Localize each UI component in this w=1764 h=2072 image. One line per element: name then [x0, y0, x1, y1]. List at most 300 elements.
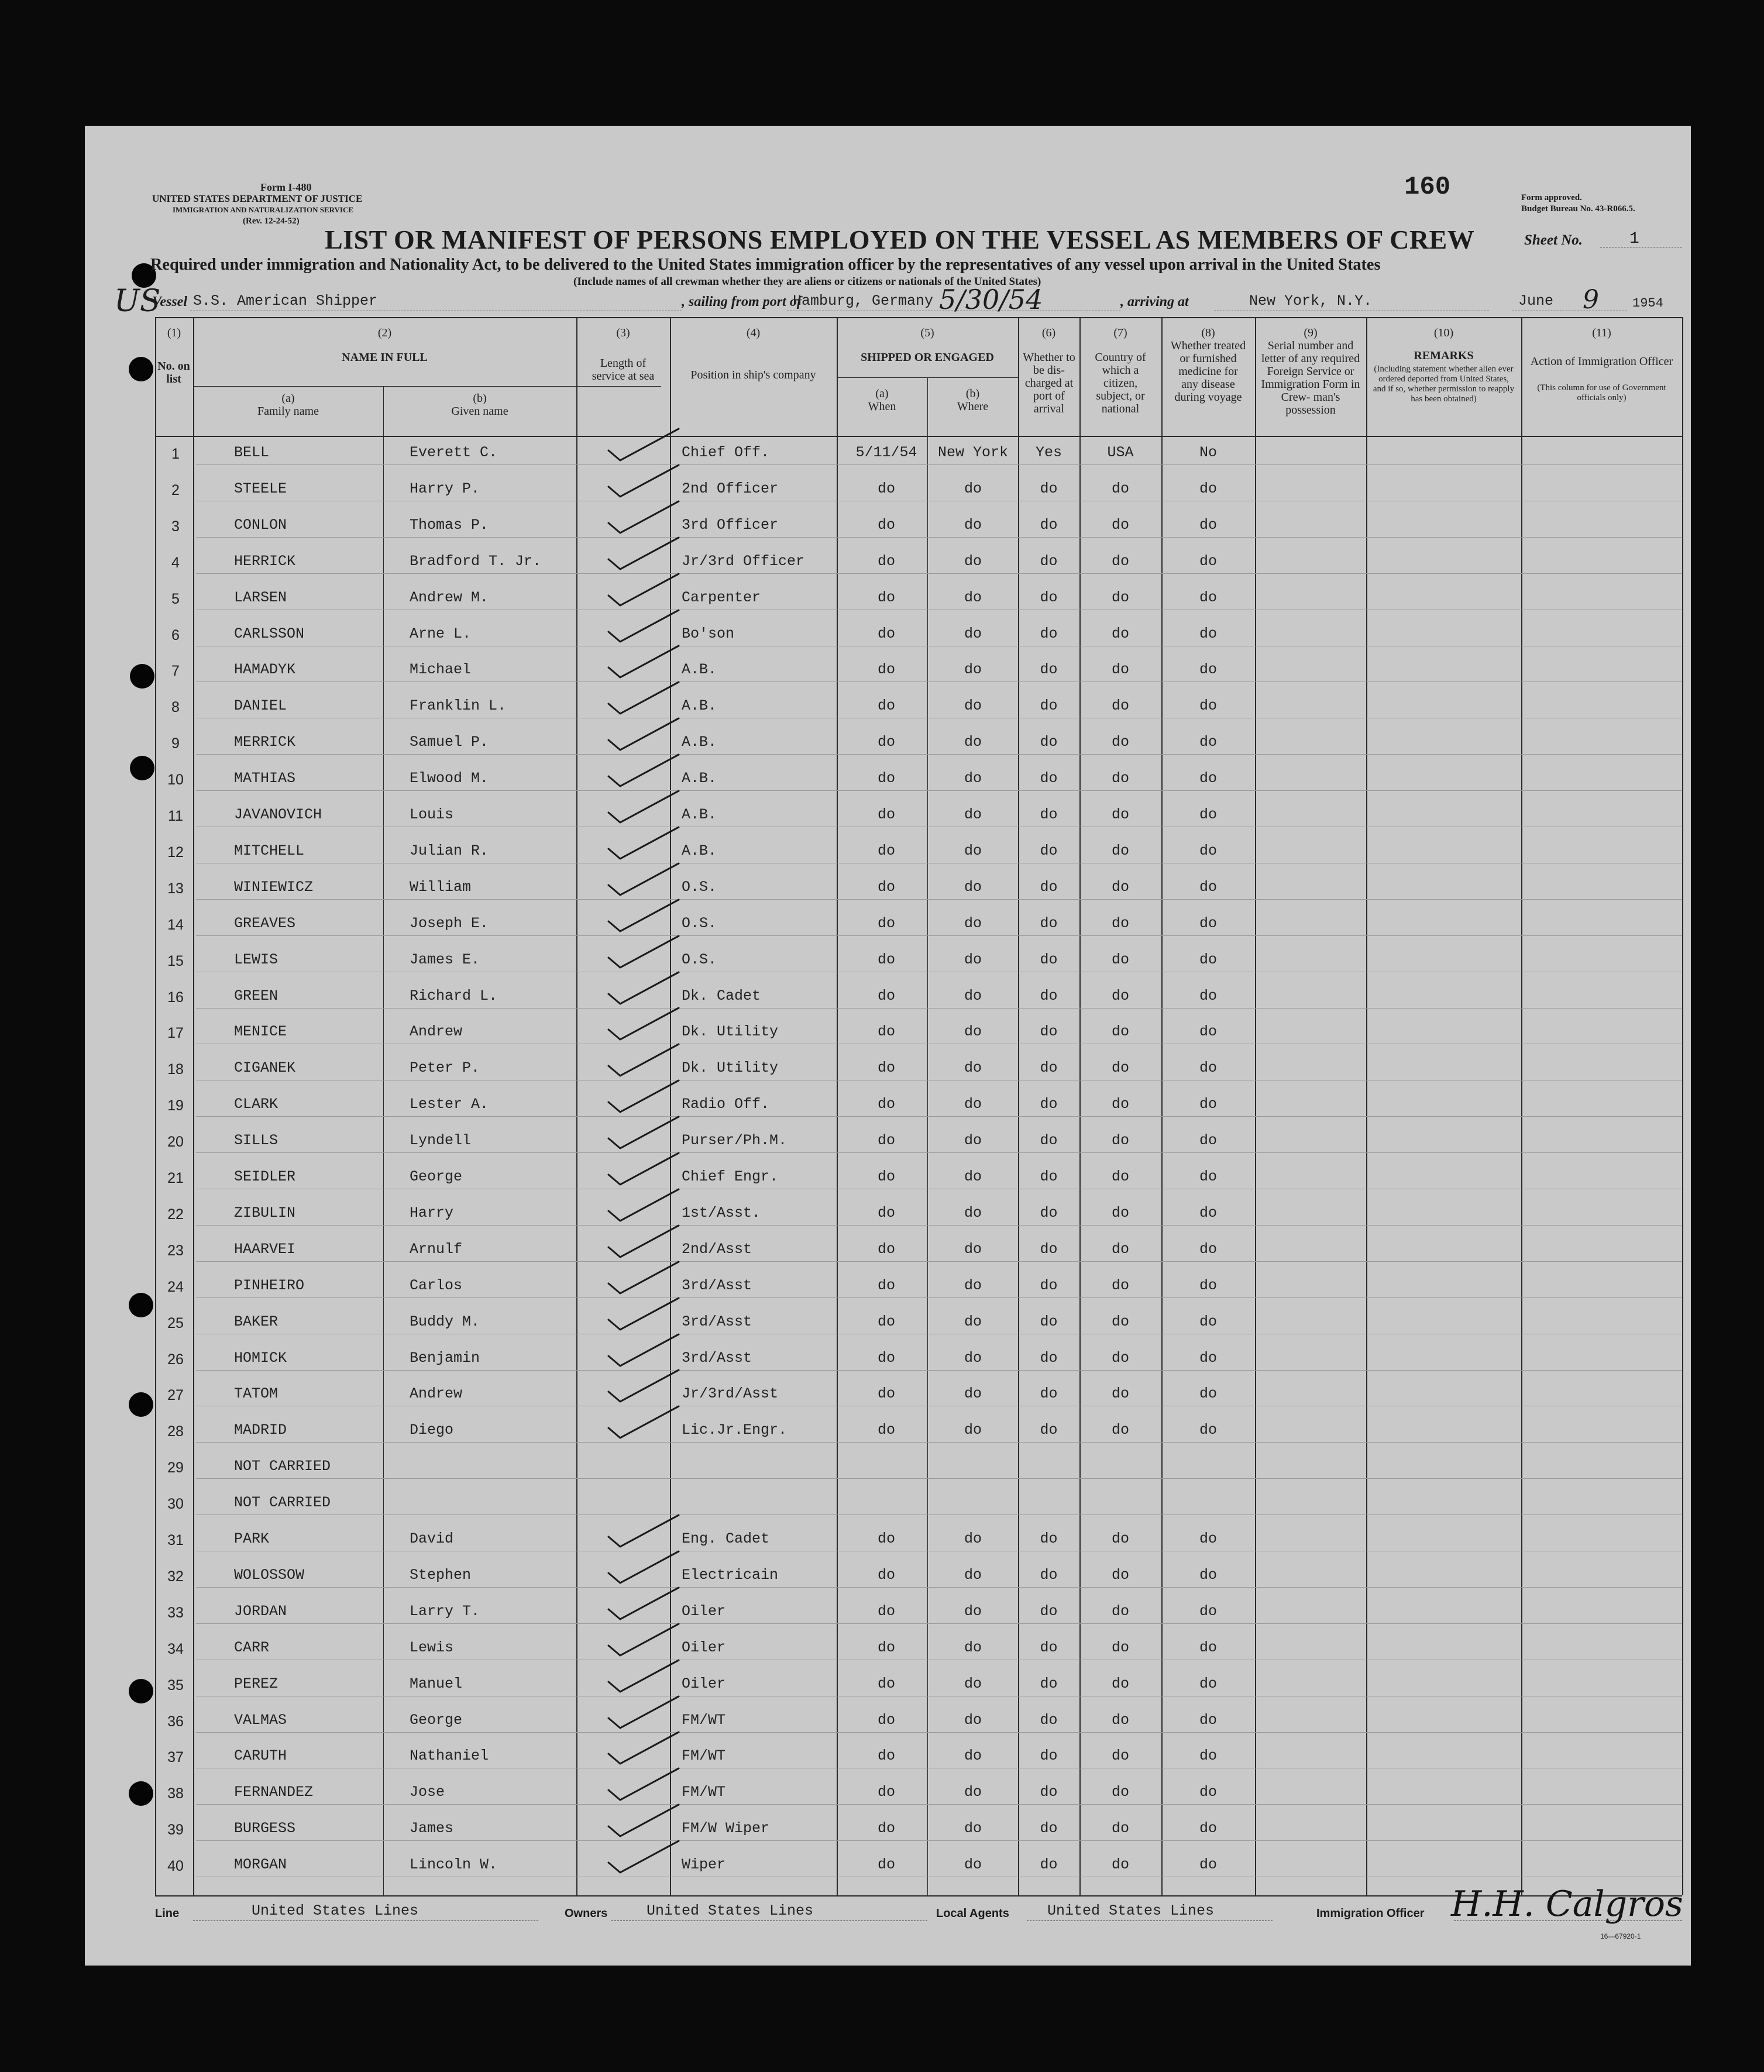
- cell-given: George: [410, 1711, 463, 1729]
- cell-family: HAARVEI: [234, 1240, 296, 1258]
- cell-when: do: [877, 951, 895, 968]
- cell-where: do: [964, 1132, 982, 1149]
- department-name: UNITED STATES DEPARTMENT OF JUSTICE: [152, 193, 363, 204]
- check-mark-icon: [606, 1221, 682, 1262]
- header-remarks: REMARKS: [1414, 349, 1474, 362]
- cell-family: HOMICK: [234, 1349, 287, 1367]
- row-number: 16: [167, 989, 184, 1006]
- cell-when: do: [877, 1711, 895, 1729]
- cell-family: WOLOSSOW: [234, 1566, 305, 1584]
- cell-family: CIGANEK: [234, 1059, 296, 1077]
- cell-where: do: [964, 625, 982, 642]
- cell-treated: do: [1199, 480, 1217, 497]
- cell-position: A.B.: [682, 806, 717, 823]
- check-mark-icon: [606, 460, 682, 501]
- cell-position: Carpenter: [682, 588, 761, 606]
- row-number: 37: [167, 1749, 184, 1766]
- cell-when: do: [877, 1820, 895, 1837]
- cell-position: Wiper: [682, 1856, 726, 1874]
- cell-where: do: [964, 987, 982, 1004]
- margin-mark: US: [114, 284, 161, 319]
- cell-country: do: [1111, 1385, 1129, 1403]
- cell-family: MORGAN: [234, 1856, 287, 1874]
- cell-country: do: [1111, 1313, 1129, 1330]
- cell-where: do: [964, 1276, 982, 1294]
- header-action: Action of Immigration Officer: [1530, 355, 1673, 368]
- cell-where: do: [964, 1530, 982, 1547]
- cell-where: do: [964, 1096, 982, 1113]
- cell-position: Jr/3rd/Asst: [682, 1385, 779, 1403]
- row-rule: [196, 1116, 1682, 1117]
- cell-family: STEELE: [234, 480, 287, 497]
- cell-family: WINIEWICZ: [234, 878, 314, 896]
- cell-treated: do: [1199, 661, 1217, 679]
- cell-when: do: [877, 734, 895, 751]
- cell-treated: do: [1199, 697, 1217, 715]
- row-number: 27: [167, 1387, 184, 1404]
- check-mark-icon: [606, 1800, 682, 1841]
- print-code: 16—67920-1: [1600, 1932, 1641, 1940]
- row-rule: [196, 1587, 1682, 1588]
- cell-position: Radio Off.: [682, 1096, 770, 1113]
- check-mark-icon: [606, 1727, 682, 1768]
- check-mark-icon: [606, 714, 682, 755]
- cell-when: do: [877, 878, 895, 896]
- row-number: 3: [171, 518, 180, 535]
- cell-family: GREAVES: [234, 914, 296, 932]
- vessel-label: Vessel: [152, 294, 187, 309]
- cell-where: do: [964, 1204, 982, 1221]
- cell-position: O.S.: [682, 951, 717, 968]
- check-mark-icon: [606, 895, 682, 936]
- check-mark-icon: [606, 533, 682, 574]
- cell-country: do: [1111, 1132, 1129, 1149]
- row-number: 7: [171, 663, 180, 680]
- cell-given: Andrew M.: [410, 588, 489, 606]
- cell-country: do: [1111, 697, 1129, 715]
- cell-country: do: [1111, 806, 1129, 823]
- cell-position: A.B.: [682, 734, 717, 751]
- row-number: 1: [171, 446, 180, 462]
- check-mark-icon: [606, 822, 682, 863]
- vessel-name: S.S. American Shipper: [193, 292, 378, 309]
- cell-treated: do: [1199, 987, 1217, 1004]
- cell-given: Lewis: [410, 1639, 454, 1656]
- cell-country: do: [1111, 552, 1129, 570]
- form-approved: Form approved.: [1521, 193, 1582, 202]
- row-number: 10: [167, 772, 184, 789]
- check-mark-icon: [606, 605, 682, 646]
- cell-family: JAVANOVICH: [234, 806, 322, 823]
- cell-treated: do: [1199, 734, 1217, 751]
- cell-given: Diego: [410, 1422, 454, 1439]
- punch-hole: [129, 1781, 153, 1806]
- header-treated: Whether treated or furnished medicine for any disease during voyage: [1170, 339, 1246, 404]
- cell-family: CLARK: [234, 1096, 278, 1113]
- row-number: 33: [167, 1604, 184, 1621]
- row-number: 22: [167, 1206, 184, 1223]
- cell-when: do: [877, 1096, 895, 1113]
- cell-family: BELL: [234, 444, 270, 461]
- cell-given: Harry P.: [410, 480, 480, 497]
- cell-treated: do: [1199, 1240, 1217, 1258]
- cell-when: do: [877, 1168, 895, 1185]
- cell-family: BURGESS: [234, 1820, 296, 1837]
- row-rule: [196, 1840, 1682, 1841]
- cell-family: FERNANDEZ: [234, 1784, 314, 1801]
- cell-when: do: [877, 697, 895, 715]
- header-given-name: Given name: [451, 405, 508, 418]
- row-rule: [196, 1478, 1682, 1479]
- cell-treated: do: [1199, 1784, 1217, 1801]
- col-num: (5): [920, 326, 934, 339]
- cell-treated: do: [1199, 914, 1217, 932]
- cell-family: HERRICK: [234, 552, 296, 570]
- cell-country: do: [1111, 1566, 1129, 1584]
- cell-treated: do: [1199, 552, 1217, 570]
- cell-family: CARUTH: [234, 1747, 287, 1765]
- cell-when: do: [877, 480, 895, 497]
- punch-hole: [129, 357, 153, 381]
- form-subtitle: Required under immigration and Nationality Act, to be delivered to the United States immigration officer by the representatives of any vessel upon arrival in the United States: [150, 256, 1381, 274]
- row-number: 20: [167, 1134, 184, 1151]
- cell-when: do: [877, 625, 895, 642]
- header-name-in-full: NAME IN FULL: [342, 351, 428, 364]
- cell-treated: do: [1199, 1168, 1217, 1185]
- check-mark-icon: [606, 1112, 682, 1153]
- cell-position: Purser/Ph.M.: [682, 1132, 788, 1149]
- cell-when: do: [877, 1747, 895, 1765]
- arrival-port: New York, N.Y.: [1249, 292, 1373, 309]
- cell-position: Bo'son: [682, 625, 735, 642]
- agents-label: Local Agents: [936, 1907, 1009, 1920]
- row-number: 8: [171, 699, 180, 716]
- row-number: 32: [167, 1568, 184, 1585]
- cell-discharged: do: [1040, 1530, 1058, 1547]
- cell-given: Andrew: [410, 1385, 463, 1403]
- arrival-day: 9: [1583, 285, 1599, 315]
- page-number: 160: [1404, 173, 1451, 202]
- cell-discharged: do: [1040, 552, 1058, 570]
- cell-family: TATOM: [234, 1385, 278, 1403]
- cell-family: CONLON: [234, 516, 287, 534]
- cell-treated: do: [1199, 516, 1217, 534]
- form-number: Form I-480: [260, 181, 312, 193]
- cell-given: Michael: [410, 661, 472, 679]
- row-number: 29: [167, 1460, 184, 1476]
- cell-country: do: [1111, 1856, 1129, 1874]
- row-number: 14: [167, 916, 184, 933]
- cell-family: PARK: [234, 1530, 270, 1547]
- row-rule: [196, 1261, 1682, 1262]
- cell-treated: do: [1199, 1385, 1217, 1403]
- row-rule: [196, 1225, 1682, 1226]
- cell-where: do: [964, 516, 982, 534]
- cell-position: FM/WT: [682, 1747, 726, 1765]
- col-num: (3): [616, 326, 630, 339]
- cell-when: do: [877, 1566, 895, 1584]
- cell-given: Harry: [410, 1204, 454, 1221]
- cell-where: do: [964, 1566, 982, 1584]
- line-label: Line: [155, 1907, 180, 1920]
- cell-position: Eng. Cadet: [682, 1530, 770, 1547]
- cell-given: Elwood M.: [410, 770, 489, 787]
- cell-country: do: [1111, 516, 1129, 534]
- cell-discharged: do: [1040, 1820, 1058, 1837]
- cell-treated: do: [1199, 1530, 1217, 1547]
- header-remarks-note: (Including statement whether alien ever ordered deported from United States, and if so, whether permission to reapply has been obtained): [1373, 364, 1515, 404]
- cell-position: Oiler: [682, 1675, 726, 1692]
- cell-treated: do: [1199, 1639, 1217, 1656]
- cell-given: Benjamin: [410, 1349, 480, 1367]
- cell-treated: do: [1199, 1422, 1217, 1439]
- cell-position: O.S.: [682, 878, 717, 896]
- check-mark-icon: [606, 1619, 682, 1660]
- row-number: 35: [167, 1677, 184, 1694]
- cell-discharged: do: [1040, 1639, 1058, 1656]
- cell-given: George: [410, 1168, 463, 1185]
- line-value: United States Lines: [252, 1902, 419, 1919]
- row-number: 2: [171, 481, 180, 498]
- check-mark-icon: [606, 859, 682, 900]
- cell-family: MENICE: [234, 1023, 287, 1041]
- cell-treated: do: [1199, 1349, 1217, 1367]
- cell-country: do: [1111, 1711, 1129, 1729]
- officer-label: Immigration Officer: [1316, 1907, 1425, 1920]
- row-rule: [196, 1152, 1682, 1153]
- cell-country: do: [1111, 1784, 1129, 1801]
- row-number: 30: [167, 1496, 184, 1513]
- agents-value: United States Lines: [1047, 1902, 1215, 1919]
- cell-where: do: [964, 661, 982, 679]
- cell-when: do: [877, 987, 895, 1004]
- row-number: 36: [167, 1713, 184, 1730]
- check-mark-icon: [606, 641, 682, 682]
- cell-country: do: [1111, 1820, 1129, 1837]
- cell-country: do: [1111, 480, 1129, 497]
- cell-discharged: do: [1040, 1168, 1058, 1185]
- cell-country: do: [1111, 1675, 1129, 1692]
- cell-given: Franklin L.: [410, 697, 507, 715]
- check-mark-icon: [606, 1692, 682, 1733]
- header-given-b: (b): [473, 392, 487, 405]
- cell-given: Buddy M.: [410, 1313, 480, 1330]
- cell-discharged: do: [1040, 1240, 1058, 1258]
- cell-when: do: [877, 770, 895, 787]
- cell-family: LARSEN: [234, 588, 287, 606]
- header-serial: Serial number and letter of any required Foreign Service or Immigration Form in Crew- man's possession: [1261, 339, 1360, 417]
- cell-where: do: [964, 1639, 982, 1656]
- cell-country: do: [1111, 951, 1129, 968]
- manifest-sheet: [85, 126, 1691, 1966]
- cell-discharged: do: [1040, 1204, 1058, 1221]
- cell-given: Lester A.: [410, 1096, 489, 1113]
- cell-position: FM/WT: [682, 1711, 726, 1729]
- cell-treated: do: [1199, 1675, 1217, 1692]
- punch-hole: [130, 756, 154, 780]
- row-rule: [196, 935, 1682, 936]
- cell-discharged: do: [1040, 770, 1058, 787]
- cell-where: do: [964, 806, 982, 823]
- cell-discharged: do: [1040, 1856, 1058, 1874]
- row-rule: [196, 573, 1682, 574]
- cell-when: do: [877, 1385, 895, 1403]
- cell-when: do: [877, 1422, 895, 1439]
- arrival-year: 1954: [1632, 296, 1663, 311]
- cell-discharged: do: [1040, 1276, 1058, 1294]
- cell-when: do: [877, 1639, 895, 1656]
- header-shipped: SHIPPED OR ENGAGED: [861, 351, 994, 364]
- cell-given: Bradford T. Jr.: [410, 552, 542, 570]
- cell-treated: No: [1199, 444, 1217, 461]
- cell-discharged: do: [1040, 1602, 1058, 1620]
- cell-position: Chief Engr.: [682, 1168, 779, 1185]
- check-mark-icon: [606, 1076, 682, 1117]
- cell-given: Peter P.: [410, 1059, 480, 1077]
- check-mark-icon: [606, 1510, 682, 1551]
- cell-where: do: [964, 697, 982, 715]
- cell-discharged: do: [1040, 1675, 1058, 1692]
- row-number: 9: [171, 735, 180, 752]
- cell-treated: do: [1199, 1059, 1217, 1077]
- cell-treated: do: [1199, 1602, 1217, 1620]
- cell-discharged: do: [1040, 734, 1058, 751]
- cell-position: A.B.: [682, 770, 717, 787]
- cell-when: do: [877, 1059, 895, 1077]
- cell-given: Carlos: [410, 1276, 463, 1294]
- col-num: (9): [1304, 326, 1318, 339]
- cell-treated: do: [1199, 588, 1217, 606]
- cell-position: FM/WT: [682, 1784, 726, 1801]
- cell-country: do: [1111, 1276, 1129, 1294]
- service-name: IMMIGRATION AND NATURALIZATION SERVICE: [173, 205, 354, 214]
- cell-when: do: [877, 661, 895, 679]
- header-action-note: (This column for use of Government officials only): [1537, 383, 1666, 402]
- punch-hole: [129, 1392, 153, 1417]
- cell-where: do: [964, 951, 982, 968]
- cell-when: do: [877, 1349, 895, 1367]
- cell-given: Andrew: [410, 1023, 463, 1041]
- header-family-a: (a): [281, 392, 295, 405]
- cell-treated: do: [1199, 951, 1217, 968]
- officer-signature: H.H. Calgros: [1451, 1884, 1683, 1925]
- col-num: (4): [746, 326, 761, 339]
- cell-position: FM/W Wiper: [682, 1820, 770, 1837]
- cell-position: Chief Off.: [682, 444, 770, 461]
- cell-country: do: [1111, 588, 1129, 606]
- check-mark-icon: [606, 1185, 682, 1226]
- cell-where: do: [964, 878, 982, 896]
- check-mark-icon: [606, 1655, 682, 1696]
- cell-discharged: do: [1040, 914, 1058, 932]
- cell-family: MITCHELL: [234, 842, 305, 859]
- row-number: 18: [167, 1061, 184, 1078]
- cell-discharged: do: [1040, 1566, 1058, 1584]
- cell-when: 5/11/54: [855, 444, 917, 461]
- cell-position: 3rd/Asst: [682, 1276, 752, 1294]
- cell-treated: do: [1199, 625, 1217, 642]
- col-num: (6): [1041, 326, 1056, 339]
- cell-position: 3rd/Asst: [682, 1349, 752, 1367]
- cell-where: do: [964, 1820, 982, 1837]
- cell-country: do: [1111, 1530, 1129, 1547]
- arriving-label: , arriving at: [1120, 294, 1189, 309]
- cell-discharged: do: [1040, 878, 1058, 896]
- cell-discharged: do: [1040, 842, 1058, 859]
- cell-when: do: [877, 1240, 895, 1258]
- check-mark-icon: [606, 968, 682, 1009]
- cell-when: do: [877, 1784, 895, 1801]
- cell-where: do: [964, 1602, 982, 1620]
- cell-discharged: do: [1040, 697, 1058, 715]
- cell-country: do: [1111, 661, 1129, 679]
- cell-family: MATHIAS: [234, 770, 296, 787]
- cell-discharged: do: [1040, 1059, 1058, 1077]
- cell-given: Samuel P.: [410, 734, 489, 751]
- header-country: Country of which a citizen, subject, or national: [1095, 351, 1146, 415]
- cell-discharged: do: [1040, 1747, 1058, 1765]
- cell-where: do: [964, 480, 982, 497]
- cell-where: do: [964, 1747, 982, 1765]
- cell-country: do: [1111, 987, 1129, 1004]
- check-mark-icon: [606, 1040, 682, 1080]
- col-num: (10): [1433, 326, 1454, 339]
- row-rule: [196, 1732, 1682, 1733]
- row-number: 23: [167, 1242, 184, 1259]
- cell-given: William: [410, 878, 472, 896]
- cell-country: do: [1111, 1240, 1129, 1258]
- cell-where: do: [964, 1240, 982, 1258]
- cell-given: Manuel: [410, 1675, 463, 1692]
- row-number: 6: [171, 627, 180, 643]
- cell-where: do: [964, 770, 982, 787]
- cell-position: 3rd Officer: [682, 516, 779, 534]
- cell-treated: do: [1199, 1023, 1217, 1041]
- cell-given: James: [410, 1820, 454, 1837]
- sheet-no-label: Sheet No.: [1524, 232, 1583, 248]
- cell-when: do: [877, 914, 895, 932]
- cell-position: 1st/Asst.: [682, 1204, 761, 1221]
- row-number: 24: [167, 1278, 184, 1295]
- cell-country: do: [1111, 1204, 1129, 1221]
- cell-treated: do: [1199, 1820, 1217, 1837]
- row-number: 21: [167, 1170, 184, 1186]
- cell-given: Larry T.: [410, 1602, 480, 1620]
- check-mark-icon: [606, 786, 682, 827]
- cell-discharged: do: [1040, 1023, 1058, 1041]
- row-number: 40: [167, 1858, 184, 1875]
- cell-given: Lincoln W.: [410, 1856, 498, 1874]
- cell-when: do: [877, 1023, 895, 1041]
- cell-family: NOT CARRIED: [234, 1494, 331, 1512]
- cell-where: do: [964, 588, 982, 606]
- cell-family: PEREZ: [234, 1675, 278, 1692]
- cell-treated: do: [1199, 806, 1217, 823]
- row-rule: [196, 537, 1682, 538]
- cell-given: Everett C.: [410, 444, 498, 461]
- row-number: 19: [167, 1097, 184, 1114]
- cell-treated: do: [1199, 842, 1217, 859]
- cell-family: MADRID: [234, 1422, 287, 1439]
- cell-when: do: [877, 1856, 895, 1874]
- cell-when: do: [877, 588, 895, 606]
- check-mark-icon: [606, 1547, 682, 1588]
- cell-when: do: [877, 1602, 895, 1620]
- check-mark-icon: [606, 1330, 682, 1371]
- cell-position: A.B.: [682, 697, 717, 715]
- sheet-no-value: 1: [1629, 230, 1639, 248]
- cell-treated: do: [1199, 770, 1217, 787]
